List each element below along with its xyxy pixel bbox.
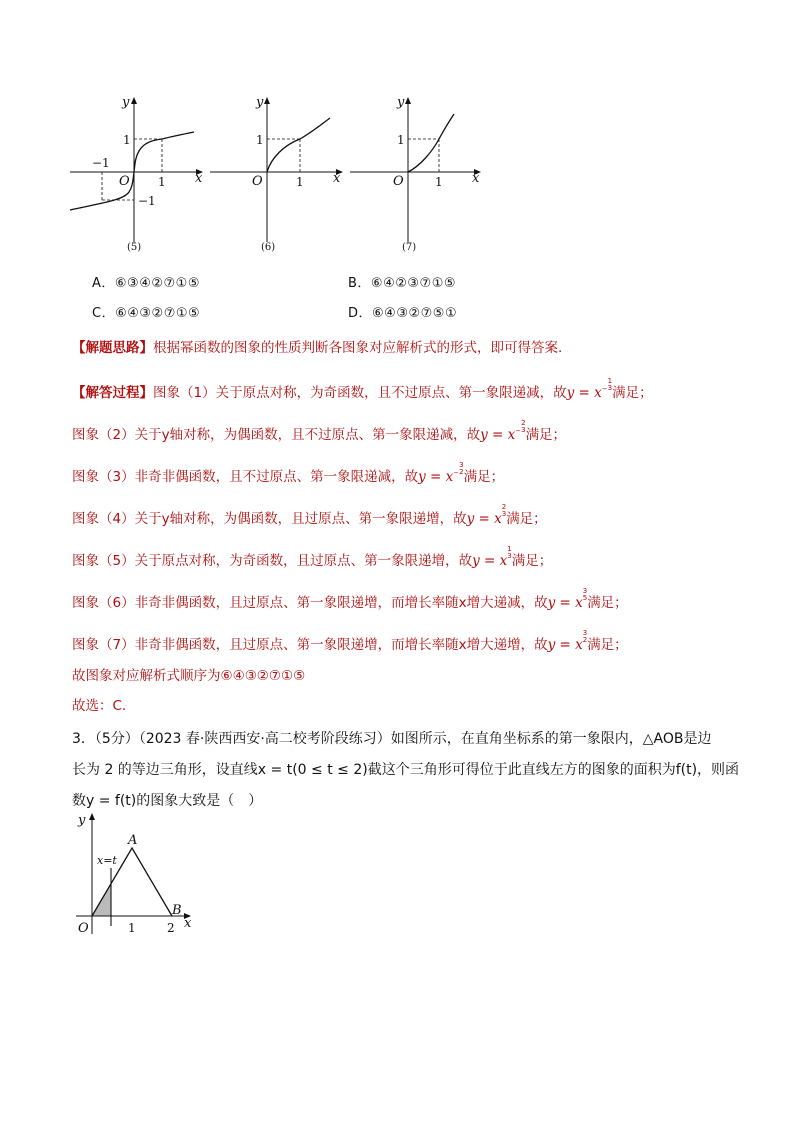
line-5-expr: y = x	[472, 553, 508, 569]
question-3-line-2: 长为 2 的等边三角形，设直线x = t(0 ≤ t ≤ 2)截这个三角形可得位于此直线左方的图象的面积为f(t)，则函	[72, 762, 740, 778]
option-c-value: ⑥④③②⑦①⑤	[115, 306, 201, 321]
question-3-line-3: 数y = f(t)的图象大致是（ ）	[72, 793, 263, 809]
line-2-expr: y = x	[480, 427, 516, 443]
fig-point-b: B	[172, 903, 182, 918]
fig-x-label: x	[184, 916, 192, 931]
option-b-label: B．	[348, 276, 371, 291]
option-a-label: A．	[92, 276, 115, 291]
fig-tick-2: 2	[167, 921, 175, 935]
graph-7-x-label: x	[472, 171, 480, 186]
line-4-exp-num: 2	[501, 503, 507, 511]
line-7-exp-den: 2	[582, 636, 588, 644]
graph-7-origin: O	[393, 174, 404, 189]
graph-5-x-one: 1	[158, 175, 166, 189]
answer-text: 故选：C.	[72, 698, 127, 714]
graph-5-x-neg-one: −1	[92, 156, 110, 170]
line-2-satisfy: 满足；	[525, 427, 567, 443]
graph-6-x-label: x	[333, 171, 341, 186]
graph-5-caption: (5)	[127, 242, 142, 253]
line-6-expr: y = x	[547, 595, 583, 611]
solution-line-4	[72, 504, 547, 527]
graph-7-y-label: y	[397, 95, 405, 110]
line-3-exp-sign: −	[453, 469, 460, 477]
line-1-exp-num: 1	[607, 377, 613, 385]
graph-5-origin: O	[119, 174, 130, 189]
fig-line-label: x=t	[97, 854, 117, 867]
option-d-value: ⑥④③②⑦⑤①	[372, 306, 458, 321]
line-7-expr: y = x	[547, 637, 583, 653]
line-4-expr: y = x	[466, 511, 502, 527]
solution-idea	[72, 336, 562, 356]
solution-line-2	[72, 420, 566, 443]
line-3-expr: y = x	[418, 469, 454, 485]
line-3-satisfy: 满足；	[463, 469, 505, 485]
option-b-value: ⑥④②③⑦①⑤	[370, 276, 457, 291]
graph-5	[70, 95, 203, 253]
graph-6-y-label: y	[256, 95, 264, 110]
line-5-exp-den: 3	[507, 552, 512, 560]
line-6-exp-num: 3	[582, 587, 588, 595]
graph-7	[350, 95, 480, 253]
solution-line-5	[72, 546, 552, 569]
graph-6-caption: (6)	[261, 242, 276, 253]
option-d-label: D．	[348, 306, 373, 321]
line-2-exp-den: 3	[521, 426, 526, 434]
line-6-text: 图象（6）非奇非偶函数，且过原点、第一象限递增，而增长率随x增大递减，故	[72, 595, 548, 611]
solution-line-7	[72, 630, 628, 653]
line-6-exp-den: 5	[582, 594, 588, 602]
fig-tick-1: 1	[128, 921, 136, 935]
line-1-text: 图象（1）关于原点对称，为奇函数，且不过原点、第一象限递减，故	[153, 385, 567, 401]
line-2-exp-sign: −	[515, 427, 522, 435]
line-5-satisfy: 满足；	[511, 553, 553, 569]
option-b	[348, 272, 456, 291]
option-d	[348, 302, 457, 321]
fig-origin: O	[78, 921, 89, 936]
graph-6-x-one: 1	[296, 175, 304, 189]
line-4-satisfy: 满足；	[506, 511, 547, 527]
graph-6	[210, 95, 342, 253]
solution-line-1	[72, 378, 653, 401]
order-value: ⑥④③②⑦①⑤	[220, 668, 306, 684]
order-text: 故图象对应解析式顺序为	[72, 668, 221, 684]
option-c-label: C．	[92, 306, 116, 321]
line-2-text: 图象（2）关于y轴对称，为偶函数，且不过原点、第一象限递减，故	[72, 427, 481, 443]
line-7-satisfy: 满足；	[587, 637, 628, 653]
question-3-line-1: 3．（5分）（2023 春·陕西西安·高二校考阶段练习）如图所示，在直角坐标系的第一象限内，△AOB是边	[72, 731, 712, 747]
solution-line-3	[72, 462, 504, 485]
graph-6-y-one: 1	[256, 133, 264, 147]
fig-y-label: y	[78, 813, 86, 828]
line-2-exp-num: 2	[521, 419, 526, 427]
line-1-exp-den: 3	[607, 384, 613, 392]
process-tag: 【解答过程】	[72, 385, 153, 401]
line-3-exp-den: 2	[459, 468, 464, 476]
solution-answer	[72, 694, 126, 714]
idea-tag: 【解题思路】	[72, 340, 153, 356]
graph-5-y-label: y	[122, 95, 130, 110]
option-c	[92, 302, 200, 321]
graph-6-origin: O	[252, 174, 263, 189]
solution-order	[72, 664, 305, 684]
idea-text: 根据幂函数的图象的性质判断各图象对应解析式的形式，即可得答案.	[153, 340, 563, 356]
option-a-value: ⑥③④②⑦①⑤	[114, 276, 200, 291]
graph-5-x-label: x	[195, 171, 203, 186]
line-4-exp-den: 3	[501, 510, 507, 518]
line-6-satisfy: 满足；	[587, 595, 628, 611]
graph-5-y-one: 1	[123, 133, 131, 147]
line-7-exp-num: 3	[582, 629, 588, 637]
line-1-expr: y = x	[566, 385, 602, 401]
solution-line-6	[72, 588, 628, 611]
line-3-text: 图象（3）非奇非偶函数，且不过原点、第一象限递减，故	[72, 469, 419, 485]
line-5-text: 图象（5）关于原点对称，为奇函数，且过原点、第一象限递增，故	[72, 553, 473, 569]
triangle-figure	[66, 810, 196, 940]
graph-7-caption: (7)	[402, 242, 417, 253]
fig-point-a: A	[128, 833, 138, 848]
line-3-exp-num: 3	[459, 461, 464, 469]
line-7-text: 图象（7）非奇非偶函数，且过原点、第一象限递增，而增长率随x增大递增，故	[72, 637, 548, 653]
line-5-exp-num: 1	[507, 545, 512, 553]
graph-7-y-one: 1	[397, 133, 405, 147]
line-1-exp-sign: −	[601, 385, 608, 393]
graph-7-x-one: 1	[435, 175, 443, 189]
graph-5-y-neg-one: −1	[138, 194, 156, 208]
line-1-satisfy: 满足；	[612, 385, 653, 401]
graphs-svg	[62, 92, 492, 258]
power-function-graphs	[62, 92, 492, 258]
line-4-text: 图象（4）关于y轴对称，为偶函数，且过原点、第一象限递增，故	[72, 511, 467, 527]
option-a	[92, 272, 200, 291]
triangle-svg	[66, 810, 196, 940]
